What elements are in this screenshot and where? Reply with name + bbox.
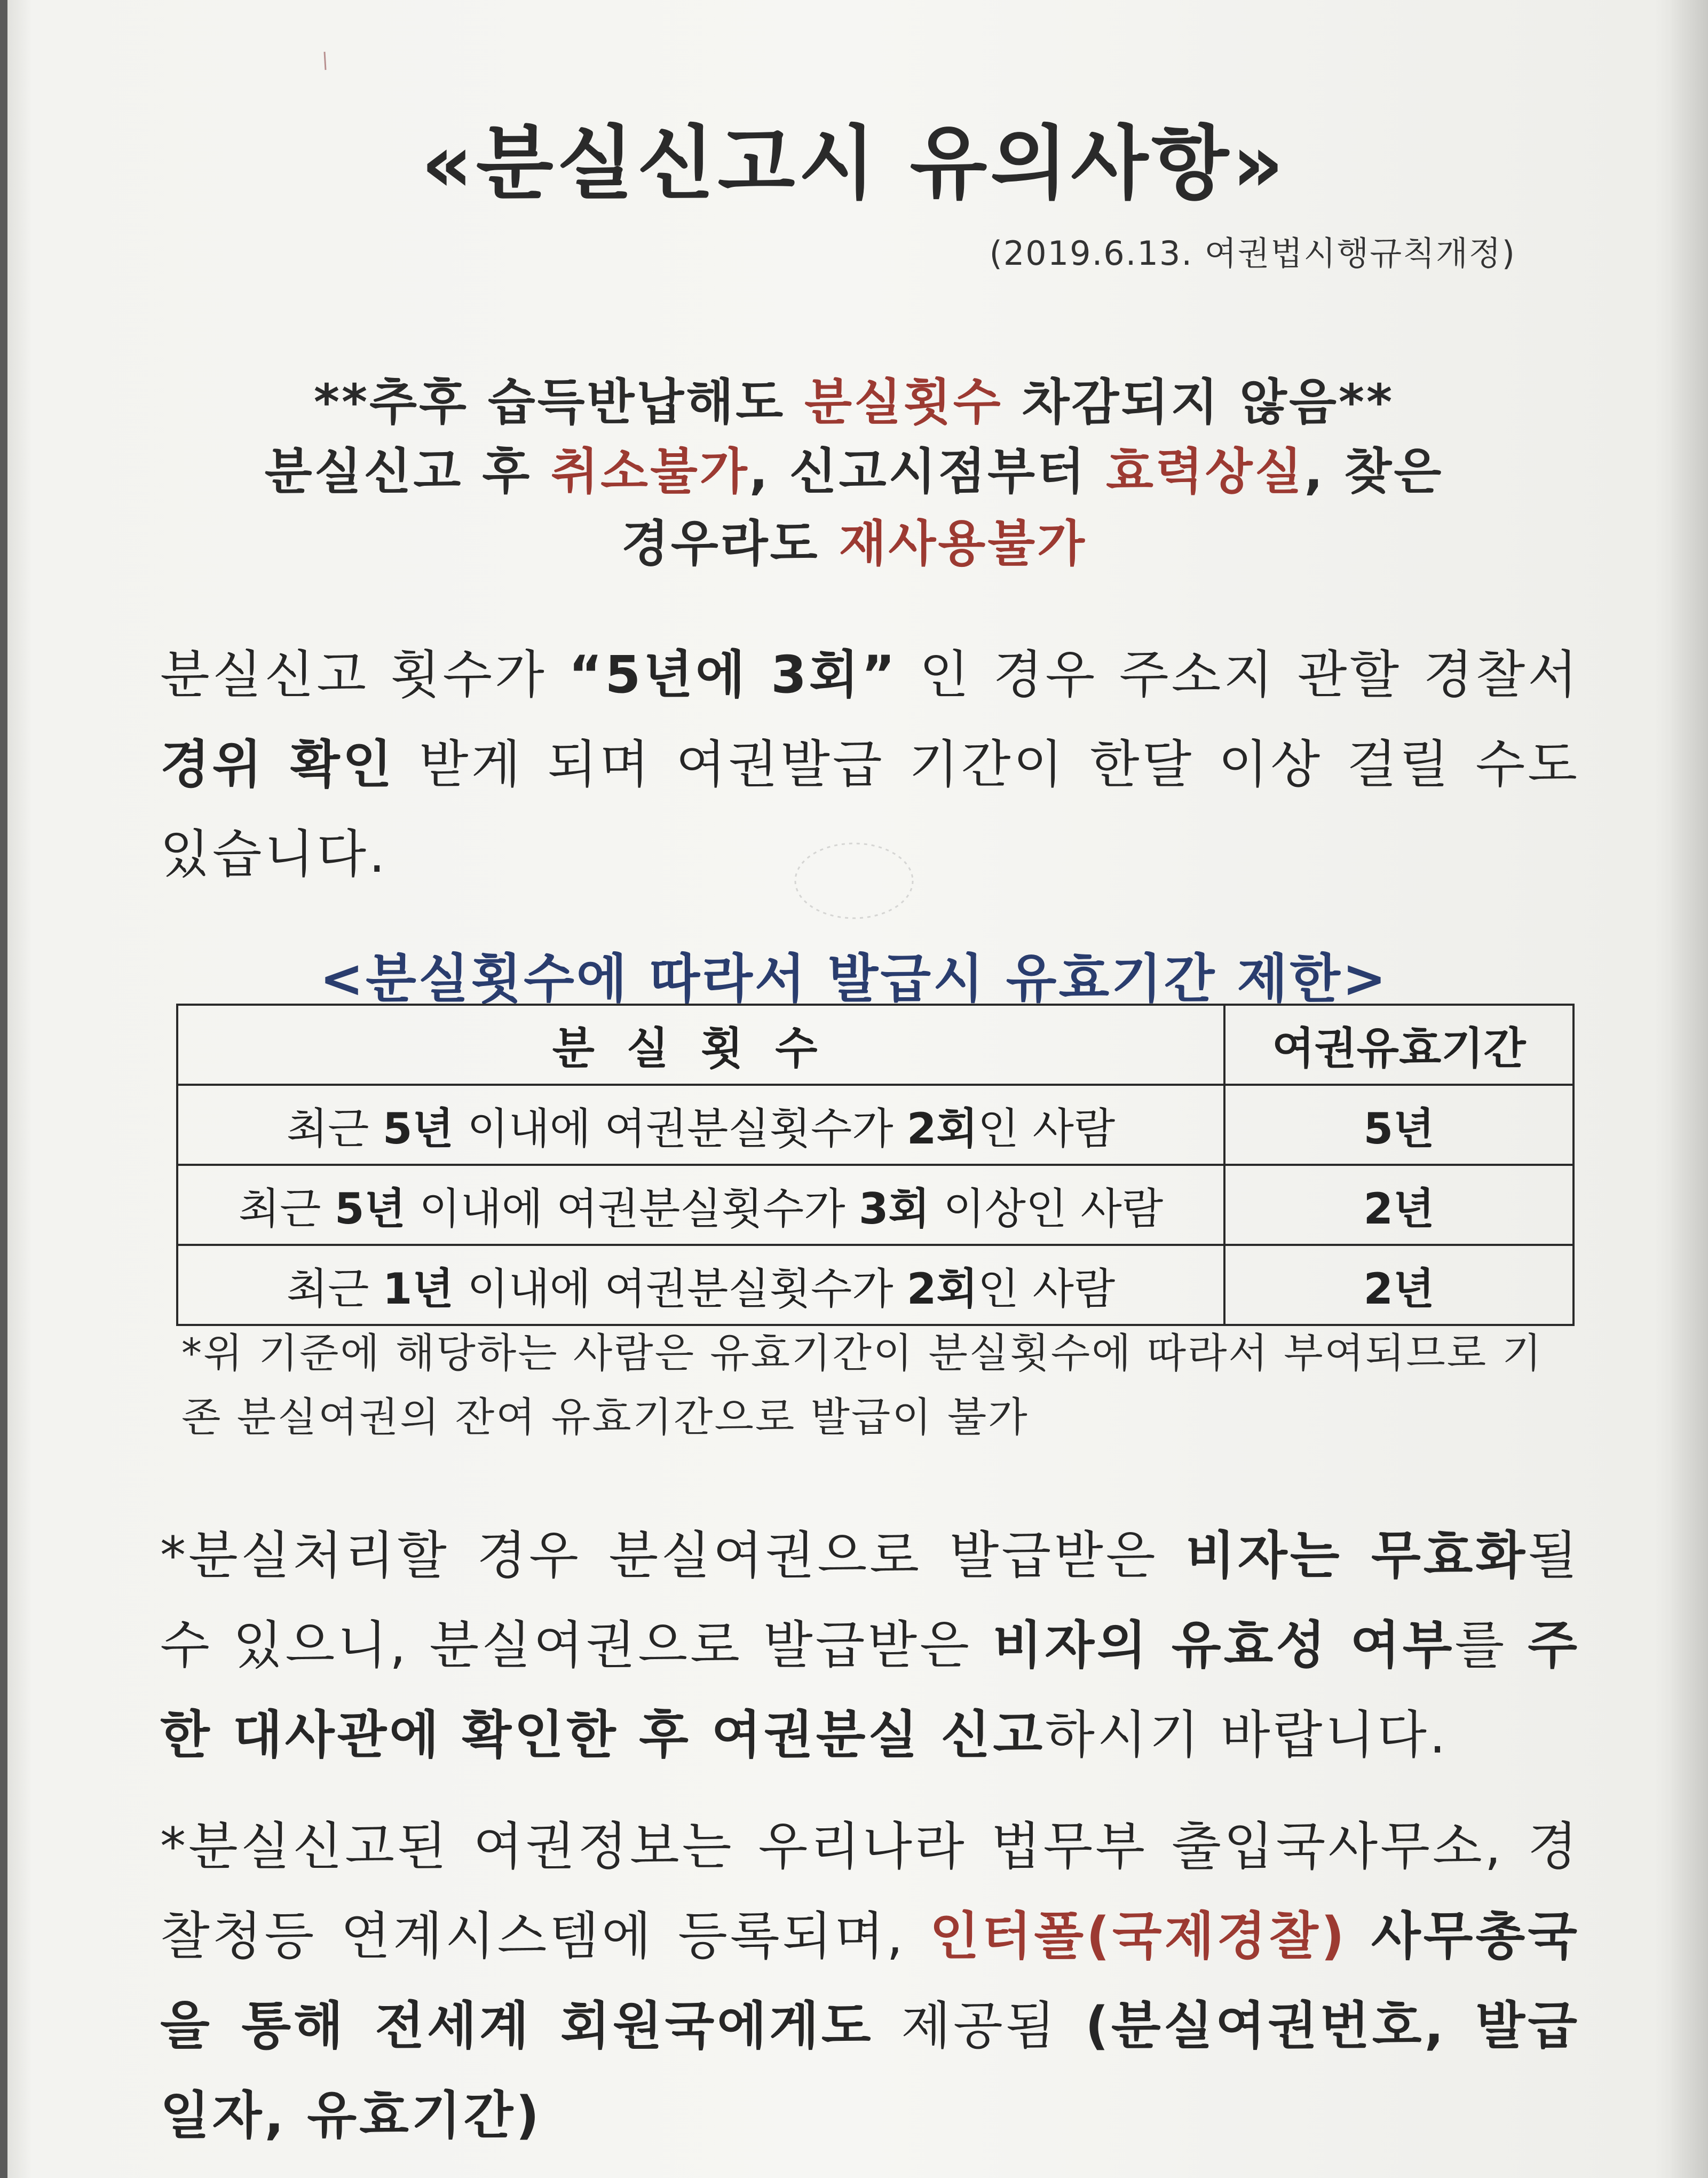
faint-stamp-mark — [785, 833, 923, 929]
desc-bold: 5년 — [382, 1103, 454, 1154]
notice-line-3-red: 재사용불가 — [839, 515, 1087, 572]
header-loss-count: 분실횟수 — [177, 1005, 1224, 1085]
table-row — [177, 1085, 1573, 1165]
row-description — [177, 1165, 1224, 1245]
desc-text: 최근 — [286, 1264, 383, 1314]
intro-text-1: 분실신고 횟수가 — [160, 645, 569, 705]
left-edge-shadow — [0, 0, 7, 2178]
desc-text: 인 사람 — [977, 1103, 1116, 1154]
interpol-bold-1: 사무총국을 통해 전세계 회원국에게도 — [160, 1906, 1580, 2056]
visa-bold-2: 비자의 유효성 여부 — [992, 1615, 1455, 1675]
row-description — [177, 1085, 1224, 1165]
notice-line-2-b: , 신고시점부터 — [749, 443, 1106, 500]
desc-text: 인 사람 — [977, 1264, 1116, 1314]
desc-bold: 1년 — [382, 1264, 454, 1314]
visa-bold-3: 주한 대사관에 확인한 후 여권분실 신고 — [160, 1615, 1580, 1765]
visa-paragraph — [160, 1511, 1580, 1780]
table-row — [177, 1165, 1573, 1245]
validity-limit-table — [176, 1004, 1575, 1326]
desc-bold: 2회 — [906, 1103, 978, 1154]
notice-line-3 — [0, 504, 1708, 575]
intro-bold-confirm: 경위 확인 — [160, 735, 395, 794]
interpol-red: 인터폴(국제경찰) — [929, 1906, 1347, 1966]
interpol-text-2: 제공됨 — [873, 1996, 1086, 2056]
row-description — [177, 1245, 1224, 1325]
notice-line-1-a: **추후 습득반납해도 — [313, 374, 805, 431]
notice-line-3-a: 경우라도 — [621, 515, 839, 572]
table-row — [177, 1245, 1573, 1325]
notice-line-1-b: 차감되지 않음** — [1002, 374, 1395, 431]
pen-mark — [320, 51, 331, 72]
interpol-text-1: *분실신고된 여권정보는 우리나라 법무부 출입국사무소, 경찰청등 연계시스템에 등록되며, — [160, 1817, 1580, 1966]
intro-bold-quote: “5년에 3회” — [568, 645, 898, 705]
desc-text: 이내에 여권분실횟수가 — [405, 1183, 859, 1234]
right-edge-shadow — [1671, 0, 1708, 2178]
desc-bold: 3회 — [858, 1183, 930, 1234]
intro-text-2: 인 경우 주소지 관할 경찰서 — [897, 645, 1580, 705]
row-period: 2년 — [1224, 1165, 1573, 1245]
table-footnote: *위 기준에 해당하는 사람은 유효기간이 분실횟수에 따라서 부여되므로 기존 분실여권의 잔여 유효기간으로 발급이 불가 — [181, 1329, 1543, 1441]
notice-line-2 — [0, 432, 1708, 503]
interpol-paragraph — [160, 1802, 1580, 2160]
visa-text-1: *분실처리할 경우 분실여권으로 발급받은 — [160, 1526, 1186, 1585]
desc-text: 이내에 여권분실횟수가 — [453, 1264, 907, 1314]
desc-text: 최근 — [238, 1183, 335, 1234]
notice-line-1-red: 분실횟수 — [804, 374, 1003, 431]
visa-text-4: 하시기 바랍니다. — [1045, 1705, 1449, 1765]
notice-title: «분실신고시 유의사항» — [421, 117, 1287, 210]
notice-line-2-a: 분실신고 후 — [264, 443, 551, 500]
interpol-space — [1347, 1906, 1371, 1966]
visa-bold-1: 비자는 무효화 — [1185, 1526, 1528, 1585]
visa-text-3: 를 — [1454, 1615, 1528, 1675]
desc-text: 이상인 사람 — [929, 1183, 1164, 1234]
notice-line-2-red-2: 효력상실 — [1105, 443, 1304, 500]
notice-line-1 — [0, 363, 1708, 433]
table-heading: <분실횟수에 따라서 발급시 유효기간 제한> — [319, 949, 1389, 1009]
intro-text-3: 받게 되며 여권발급 기간이 한달 이상 걸릴 수도 있습니다. — [160, 735, 1580, 884]
desc-text: 이내에 여권분실횟수가 — [453, 1103, 907, 1154]
table-header-row — [177, 1005, 1573, 1085]
row-period: 2년 — [1224, 1245, 1573, 1325]
desc-bold: 5년 — [334, 1183, 406, 1234]
notice-line-2-red-1: 취소불가 — [551, 443, 749, 500]
header-validity-period: 여권유효기간 — [1224, 1005, 1573, 1085]
desc-bold: 2회 — [906, 1264, 978, 1314]
visa-text-2: 될 수 있으니, 분실여권으로 발급받은 — [160, 1526, 1580, 1675]
notice-line-2-c: , 찾은 — [1304, 443, 1444, 500]
interpol-bold-2: (분실여권번호, 발급일자, 유효기간) — [160, 1996, 1580, 2145]
desc-text: 최근 — [286, 1103, 383, 1154]
row-period: 5년 — [1224, 1085, 1573, 1165]
revision-note: (2019.6.13. 여권법시행규칙개정) — [989, 234, 1516, 273]
